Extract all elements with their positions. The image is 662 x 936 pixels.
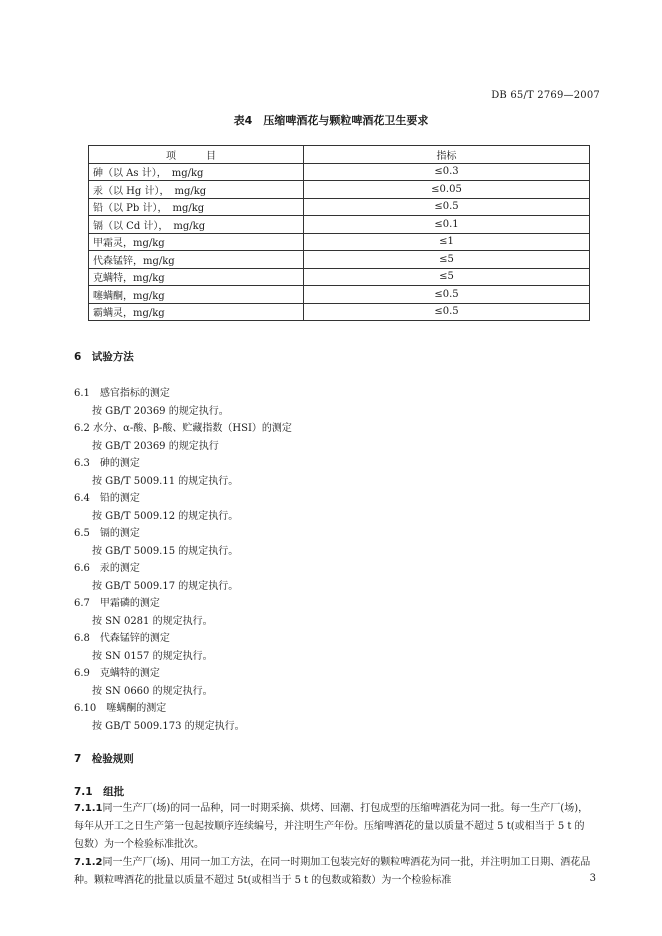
clause-heading: 6.3 砷的测定 bbox=[74, 458, 140, 469]
row-value: ≤0.3 bbox=[304, 163, 590, 181]
row-value: ≤5 bbox=[304, 268, 590, 286]
clause-body: 按 SN 0281 的规定执行。 bbox=[92, 616, 213, 627]
row-item: 代森锰锌，mg/kg bbox=[89, 251, 304, 269]
clause-heading: 6.1 感官指标的测定 bbox=[74, 388, 170, 399]
table-row bbox=[89, 216, 590, 234]
document-code: DB 65/T 2769—2007 bbox=[491, 90, 600, 101]
table-row bbox=[89, 286, 590, 304]
clause-body: 按 SN 0660 的规定执行。 bbox=[92, 686, 213, 697]
clause-body: 按 SN 0157 的规定执行。 bbox=[92, 651, 213, 662]
page-number: 3 bbox=[589, 873, 596, 884]
column-header-value: 指标 bbox=[304, 146, 590, 164]
row-value: ≤5 bbox=[304, 251, 590, 269]
clause-body: 按 GB/T 5009.12 的规定执行。 bbox=[92, 511, 239, 522]
clause-heading: 6.6 汞的测定 bbox=[74, 563, 140, 574]
paragraph-text: 同一生产厂(场)的同一品种，同一时期采摘、烘烤、回潮、打包成型的压缩啤酒花为同一批。每一生产厂(场)，每年从开工之日生产第一包起按顺序连续编号，并注明生产年份。压缩啤酒花的量以质量不超过 5 t(或相当于 5 t 的包数）为一个检验标准批次。 bbox=[74, 803, 589, 850]
section-7-title: 7 检验规则 bbox=[74, 753, 134, 765]
clause-body: 按 GB/T 5009.15 的规定执行。 bbox=[92, 546, 239, 557]
clause-body: 按 GB/T 5009.17 的规定执行。 bbox=[92, 581, 239, 592]
row-value: ≤1 bbox=[304, 233, 590, 251]
section-6-title: 6 试验方法 bbox=[74, 351, 134, 363]
row-value: ≤0.1 bbox=[304, 216, 590, 234]
column-header-item: 项 目 bbox=[89, 146, 304, 164]
paragraph-7-1-2 bbox=[74, 854, 594, 890]
paragraph-7-1-1 bbox=[74, 800, 594, 854]
subsection-7-1-title: 7.1 组批 bbox=[74, 786, 125, 798]
table-row bbox=[89, 181, 590, 199]
table-header-row bbox=[89, 146, 590, 164]
row-item: 镉（以 Cd 计）， mg/kg bbox=[89, 216, 304, 234]
row-item: 克螨特，mg/kg bbox=[89, 268, 304, 286]
clause-heading: 6.2 水分、α-酸、β-酸、贮藏指数（HSI）的测定 bbox=[74, 423, 292, 434]
table-row bbox=[89, 251, 590, 269]
row-item: 霸螨灵，mg/kg bbox=[89, 303, 304, 321]
clause-body: 按 GB/T 5009.173 的规定执行。 bbox=[92, 721, 245, 732]
row-value: ≤0.5 bbox=[304, 303, 590, 321]
clause-heading: 6.9 克螨特的测定 bbox=[74, 668, 160, 679]
clause-heading: 6.10 噻螨酮的测定 bbox=[74, 703, 167, 714]
clause-body: 按 GB/T 20369 的规定执行 bbox=[92, 441, 219, 452]
row-item: 砷（以 As 计）， mg/kg bbox=[89, 163, 304, 181]
table-row bbox=[89, 233, 590, 251]
paragraph-text: 同一生产厂(场)、用同一加工方法，在同一时期加工包装完好的颗粒啤酒花为同一批，并注明加工日期、酒花品种。颗粒啤酒花的批量以质量不超过 5t(或相当于 5 t 的包数或箱数）为一个检验标准 bbox=[74, 857, 591, 886]
clause-heading: 6.8 代森锰锌的测定 bbox=[74, 633, 170, 644]
table-row bbox=[89, 163, 590, 181]
clause-heading: 6.7 甲霜磷的测定 bbox=[74, 598, 160, 609]
row-value: ≤0.5 bbox=[304, 286, 590, 304]
row-item: 铅（以 Pb 计）， mg/kg bbox=[89, 198, 304, 216]
paragraph-number: 7.1.2 bbox=[74, 857, 103, 868]
table-caption: 表4 压缩啤酒花与颗粒啤酒花卫生要求 bbox=[233, 114, 429, 127]
table-row bbox=[89, 303, 590, 321]
clause-body: 按 GB/T 5009.11 的规定执行。 bbox=[92, 476, 239, 487]
row-item: 甲霜灵，mg/kg bbox=[89, 233, 304, 251]
clause-heading: 6.5 镉的测定 bbox=[74, 528, 140, 539]
row-value: ≤0.05 bbox=[304, 181, 590, 199]
clause-body: 按 GB/T 20369 的规定执行。 bbox=[92, 406, 229, 417]
table-row bbox=[89, 268, 590, 286]
row-value: ≤0.5 bbox=[304, 198, 590, 216]
hygiene-requirements-table bbox=[88, 145, 590, 321]
row-item: 汞（以 Hg 计）， mg/kg bbox=[89, 181, 304, 199]
row-item: 噻螨酮，mg/kg bbox=[89, 286, 304, 304]
table-row bbox=[89, 198, 590, 216]
paragraph-number: 7.1.1 bbox=[74, 803, 103, 814]
clause-heading: 6.4 铅的测定 bbox=[74, 493, 140, 504]
